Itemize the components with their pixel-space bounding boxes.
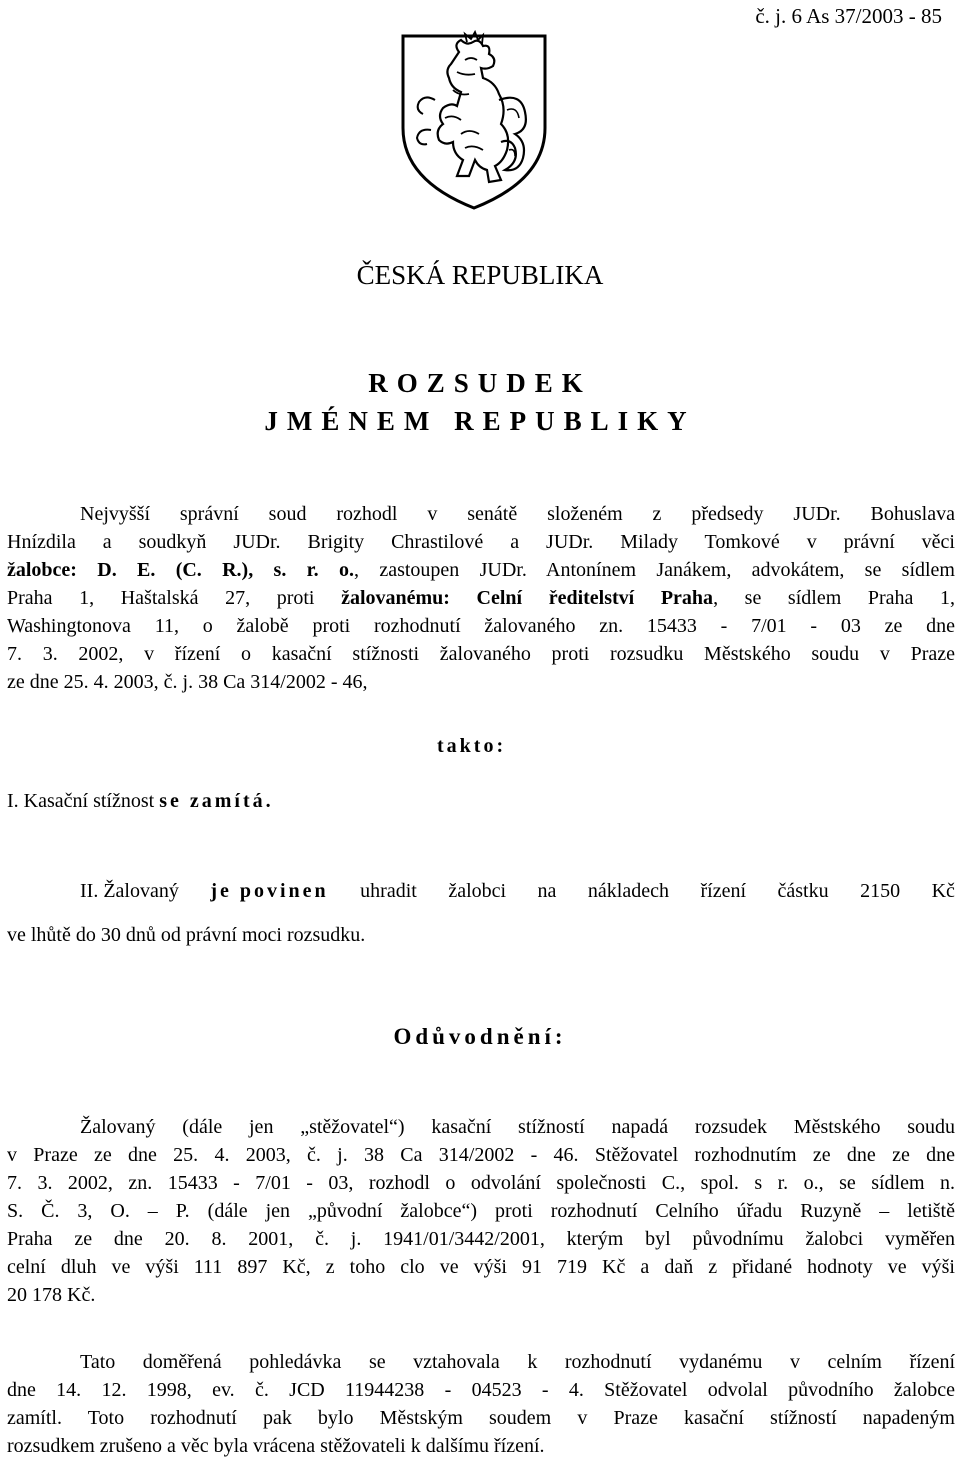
reasoning-line: Tato doměřená pohledávka se vztahovala k rozhodnutí vydanému v celním řízení xyxy=(80,1351,955,1373)
reasoning-line: 20 178 Kč. xyxy=(7,1284,96,1306)
intro-text: Praha 1, Haštalská 27, proti xyxy=(7,587,342,609)
verdict-item-1 xyxy=(7,790,271,813)
reasoning-line: celní dluh ve výši 111 897 Kč, z toho clo ve výši 91 719 Kč a daň z přidané hodnoty ve výši xyxy=(7,1256,955,1278)
intro-text: , se sídlem Praha 1, xyxy=(713,587,955,609)
verdict-text: . xyxy=(265,790,271,812)
reasoning-paragraph-2 xyxy=(7,1348,955,1460)
reasoning-line: Žalovaný (dále jen „stěžovatel“) kasační stížností napadá rozsudek Městského soudu xyxy=(80,1116,955,1138)
reasoning-line: Praha ze dne 20. 8. 2001, č. j. 1941/01/3442/2001, kterým byl původnímu žalobci vyměřen xyxy=(7,1228,955,1250)
plaintiff-label: žalobce: D. E. (C. R.), s. r. o. xyxy=(7,559,354,581)
reasoning-heading: Odůvodnění: xyxy=(393,1024,567,1049)
verdict-item-2 xyxy=(80,880,955,903)
czech-lion-emblem-icon xyxy=(395,30,553,212)
reasoning-paragraph-1 xyxy=(7,1113,955,1309)
verdict-emphasis: se zamítá xyxy=(159,790,266,812)
verdict-word: Kč xyxy=(931,880,955,902)
verdict-word: 2150 xyxy=(860,880,901,902)
verdict-word: částku xyxy=(777,880,829,902)
verdict-text: II. Žalovaný xyxy=(80,880,179,902)
verdict-emphasis: je povinen xyxy=(210,880,329,902)
verdict-word: na xyxy=(537,880,557,902)
intro-line: 7. 3. 2002, v řízení o kasační stížnosti žalovaného proti rozsudku Městského soudu v Praze xyxy=(7,643,955,665)
intro-line xyxy=(7,556,955,584)
intro-line xyxy=(7,584,955,612)
reasoning-line: v Praze ze dne 25. 4. 2003, č. j. 38 Ca 314/2002 - 46. Stěžovatel rozhodnutím ze dne ze dne xyxy=(7,1144,955,1166)
intro-line: ze dne 25. 4. 2003, č. j. 38 Ca 314/2002 - 46, xyxy=(7,671,368,693)
reasoning-line: rozsudkem zrušeno a věc byla vrácena stěžovateli k dalšímu řízení. xyxy=(7,1435,545,1457)
country-title: ČESKÁ REPUBLIKA xyxy=(356,260,604,290)
case-reference: č. j. 6 As 37/2003 - 85 xyxy=(755,4,942,28)
reasoning-line: S. Č. 3, O. – P. (dále jen „původní žalobce“) proti rozhodnutí Celního úřadu Ruzyně – letiště xyxy=(7,1200,955,1222)
intro-line: Washingtonova 11, o žalobě proti rozhodnutí žalovaného zn. 15433 - 7/01 - 03 ze dne xyxy=(7,615,955,637)
reasoning-line: 7. 3. 2002, zn. 15433 - 7/01 - 03, rozhodl o odvolání společnosti C., spol. s r. o., se sídlem n. xyxy=(7,1172,955,1194)
verdict-heading: takto: xyxy=(437,735,507,757)
verdict-word: žalobci xyxy=(448,880,507,902)
reasoning-line: zamítl. Toto rozhodnutí pak bylo Městským soudem v Praze kasační stížností napadeným xyxy=(7,1407,955,1429)
verdict-text: I. Kasační stížnost xyxy=(7,790,160,812)
verdict-item-2-line-2: ve lhůtě do 30 dnů od právní moci rozsudku. xyxy=(7,924,366,946)
intro-line: Nejvyšší správní soud rozhodl v senátě složeném z předsedy JUDr. Bohuslava xyxy=(80,503,955,525)
intro-text: , zastoupen JUDr. Antonínem Janákem, advokátem, se sídlem xyxy=(354,559,955,581)
judgment-title: ROZSUDEK xyxy=(368,368,592,398)
intro-line: Hnízdila a soudkyň JUDr. Brigity Chrastilové a JUDr. Milady Tomkové v právní věci xyxy=(7,531,955,553)
in-name-title: JMÉNEM REPUBLIKY xyxy=(264,406,696,436)
defendant-label: žalovanému: Celní ředitelství Praha xyxy=(341,587,714,609)
intro-paragraph xyxy=(7,500,955,696)
verdict-word: nákladech xyxy=(587,880,669,902)
verdict-word: řízení xyxy=(700,880,747,902)
reasoning-line: dne 14. 12. 1998, ev. č. JCD 11944238 - 04523 - 4. Stěžovatel odvolal původního žalobce xyxy=(7,1379,955,1401)
verdict-word: uhradit xyxy=(360,880,417,902)
